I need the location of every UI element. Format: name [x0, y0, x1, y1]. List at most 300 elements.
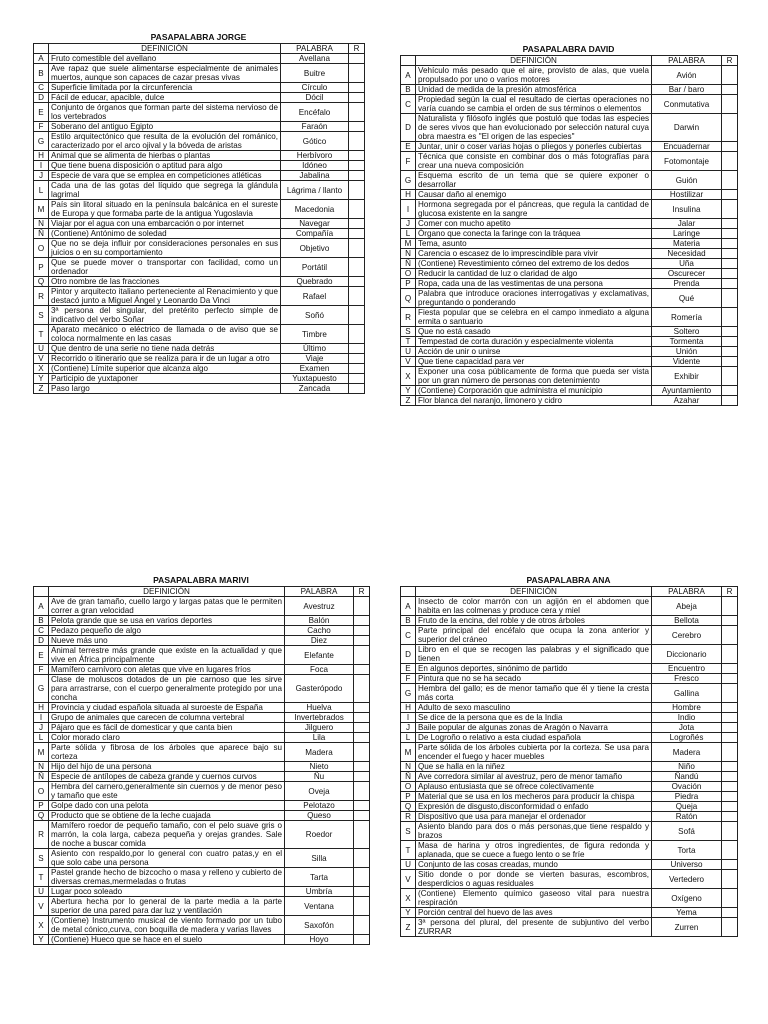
row-letter: M	[34, 743, 49, 762]
table-row	[401, 249, 738, 259]
row-answer-cell[interactable]	[354, 935, 370, 945]
table-row	[34, 811, 370, 821]
table-row	[34, 743, 370, 762]
table-row	[34, 181, 365, 200]
table-row	[34, 219, 365, 229]
row-answer-cell[interactable]	[722, 152, 738, 171]
row-definition: Animal terrestre más grande que existe en la actualidad y que vive en África principalmente	[49, 646, 285, 665]
row-answer-cell[interactable]	[349, 354, 365, 364]
row-answer-cell[interactable]	[722, 772, 738, 782]
row-definition: Otro nombre de las fracciones	[49, 277, 281, 287]
table-row	[34, 703, 370, 713]
table-row	[34, 325, 365, 344]
row-answer-cell[interactable]	[722, 723, 738, 733]
row-letter: E	[401, 142, 416, 152]
row-answer-cell[interactable]	[722, 357, 738, 367]
row-word: Navegar	[281, 219, 349, 229]
row-definition: Comer con mucho apetito	[416, 219, 652, 229]
row-answer-cell[interactable]	[722, 812, 738, 822]
table-row	[401, 841, 738, 860]
row-word: Foca	[285, 665, 354, 675]
row-definition: Ropa, cada una de las vestimentas de una persona	[416, 279, 652, 289]
row-answer-cell[interactable]	[722, 743, 738, 762]
row-word: Darwin	[652, 114, 722, 142]
row-answer-cell[interactable]	[722, 918, 738, 937]
row-word: Tormenta	[652, 337, 722, 347]
row-answer-cell[interactable]	[354, 868, 370, 887]
row-definition: Que se halla en la niñez	[416, 762, 652, 772]
row-letter: B	[401, 85, 416, 95]
row-definition: (Contiene) Antónimo de soledad	[49, 229, 281, 239]
row-word: Huelva	[285, 703, 354, 713]
row-definition: Que se puede mover o transportar con facilidad, como un ordenador	[49, 258, 281, 277]
row-definition: Pelota grande que se usa en varios deportes	[49, 616, 285, 626]
row-letter: O	[401, 782, 416, 792]
row-letter: A	[401, 597, 416, 616]
table-row	[401, 645, 738, 664]
row-answer-cell[interactable]	[349, 364, 365, 374]
row-definition: Clase de moluscos dotados de un pie carnoso que les sirve para arrastrarse, con el cuerpo generalmente protegido por una concha	[49, 675, 285, 703]
row-word: Ayuntamiento	[652, 386, 722, 396]
row-word: Queso	[285, 811, 354, 821]
table-row	[34, 723, 370, 733]
header-letter	[34, 44, 49, 54]
row-word: Oscurecer	[652, 269, 722, 279]
row-answer-cell[interactable]	[722, 200, 738, 219]
row-definition: Fruto comestible del avellano	[49, 54, 281, 64]
table-row	[401, 386, 738, 396]
row-letter: O	[401, 269, 416, 279]
row-answer-cell[interactable]	[354, 897, 370, 916]
row-answer-cell[interactable]	[354, 665, 370, 675]
row-letter: M	[401, 743, 416, 762]
row-letter: C	[401, 95, 416, 114]
row-answer-cell[interactable]	[722, 860, 738, 870]
row-word: Ovación	[652, 782, 722, 792]
row-word: Invertebrados	[285, 713, 354, 723]
row-answer-cell[interactable]	[722, 308, 738, 327]
row-letter: Y	[34, 374, 49, 384]
row-answer-cell[interactable]	[349, 93, 365, 103]
row-definition: Naturalista y filósofo inglés que postuló que todas las especies de seres vivos que han evolucionado por selección natural cuya obra maestra es "El origen de las especies"	[416, 114, 652, 142]
row-letter: N	[34, 219, 49, 229]
row-answer-cell[interactable]	[722, 703, 738, 713]
row-definition: Tempestad de corta duración y especialmente violenta	[416, 337, 652, 347]
row-answer-cell[interactable]	[354, 811, 370, 821]
row-word: Qué	[652, 289, 722, 308]
row-answer-cell[interactable]	[349, 287, 365, 306]
row-letter: Q	[401, 289, 416, 308]
row-letter: A	[34, 597, 49, 616]
row-word: Queja	[652, 802, 722, 812]
row-answer-cell[interactable]	[722, 626, 738, 645]
table-row	[401, 597, 738, 616]
row-answer-cell[interactable]	[722, 229, 738, 239]
row-definition: Insecto de color marrón con un agijón en el abdomen que habita en las colmenas y produce cera y miel	[416, 597, 652, 616]
table-row	[401, 327, 738, 337]
row-letter: C	[34, 626, 49, 636]
row-definition: Acción de unir o unirse	[416, 347, 652, 357]
header-word: PALABRA	[281, 44, 349, 54]
row-answer-cell[interactable]	[349, 325, 365, 344]
block-title: PASAPALABRA JORGE	[150, 32, 247, 42]
row-answer-cell[interactable]	[722, 95, 738, 114]
row-answer-cell[interactable]	[354, 743, 370, 762]
row-answer-cell[interactable]	[354, 733, 370, 743]
row-answer-cell[interactable]	[722, 792, 738, 802]
row-letter: Y	[401, 386, 416, 396]
row-answer-cell[interactable]	[722, 386, 738, 396]
row-letter: T	[401, 337, 416, 347]
table-row	[401, 239, 738, 249]
row-answer-cell[interactable]	[722, 597, 738, 616]
row-answer-cell[interactable]	[349, 219, 365, 229]
table-row	[34, 675, 370, 703]
row-word: Hoyo	[285, 935, 354, 945]
row-letter: Z	[34, 384, 49, 394]
row-letter: D	[34, 636, 49, 646]
row-answer-cell[interactable]	[722, 733, 738, 743]
row-definition: En algunos deportes, sinónimo de partido	[416, 664, 652, 674]
row-definition: (Contiene) Revestimiento córneo del extremo de los dedos	[416, 259, 652, 269]
header-r: R	[722, 587, 738, 597]
row-definition: Expresión de disgusto,disconformidad o enfado	[416, 802, 652, 812]
row-answer-cell[interactable]	[349, 64, 365, 83]
row-letter: T	[34, 868, 49, 887]
row-answer-cell[interactable]	[722, 327, 738, 337]
row-answer-cell[interactable]	[354, 723, 370, 733]
quiz-block-jorge	[33, 32, 364, 394]
table-row	[401, 713, 738, 723]
row-answer-cell[interactable]	[349, 122, 365, 132]
block-title: PASAPALABRA ANA	[526, 575, 611, 585]
row-answer-cell[interactable]	[722, 664, 738, 674]
row-letter: J	[401, 219, 416, 229]
row-answer-cell[interactable]	[722, 289, 738, 308]
table-row	[401, 870, 738, 889]
row-answer-cell[interactable]	[722, 684, 738, 703]
row-letter: R	[401, 308, 416, 327]
row-word: Último	[281, 344, 349, 354]
table-row	[401, 347, 738, 357]
row-word: Insulina	[652, 200, 722, 219]
table-row	[34, 151, 365, 161]
row-answer-cell[interactable]	[722, 616, 738, 626]
row-answer-cell[interactable]	[354, 616, 370, 626]
row-word: Exhibir	[652, 367, 722, 386]
table-row	[34, 665, 370, 675]
row-answer-cell[interactable]	[722, 870, 738, 889]
row-answer-cell[interactable]	[722, 822, 738, 841]
row-answer-cell[interactable]	[354, 675, 370, 703]
quiz-block-ana	[400, 575, 737, 937]
row-definition: Ave de gran tamaño, cuello largo y largas patas que le permiten correr a gran velocidad	[49, 597, 285, 616]
header-letter	[401, 587, 416, 597]
row-word: Logroñés	[652, 733, 722, 743]
row-answer-cell[interactable]	[722, 782, 738, 792]
row-definition: Paso largo	[49, 384, 281, 394]
row-answer-cell[interactable]	[722, 259, 738, 269]
table-row	[401, 152, 738, 171]
row-word: Silla	[285, 849, 354, 868]
row-letter: G	[401, 171, 416, 190]
row-answer-cell[interactable]	[354, 713, 370, 723]
table-row	[401, 308, 738, 327]
row-answer-cell[interactable]	[722, 762, 738, 772]
row-word: Roedor	[285, 821, 354, 849]
row-answer-cell[interactable]	[354, 801, 370, 811]
row-word: Hombre	[652, 703, 722, 713]
row-answer-cell[interactable]	[722, 239, 738, 249]
table-row	[401, 812, 738, 822]
row-answer-cell[interactable]	[722, 171, 738, 190]
row-letter: S	[34, 849, 49, 868]
table-row	[401, 219, 738, 229]
row-word: Unión	[652, 347, 722, 357]
table-row	[401, 396, 738, 406]
row-answer-cell[interactable]	[349, 344, 365, 354]
row-answer-cell[interactable]	[349, 239, 365, 258]
row-letter: G	[34, 132, 49, 151]
row-answer-cell[interactable]	[354, 887, 370, 897]
row-definition: Abertura hecha por lo general de la parte media a la parte superior de una pared para dar luz y ventilación	[49, 897, 285, 916]
table-row	[34, 374, 365, 384]
row-answer-cell[interactable]	[349, 103, 365, 122]
row-answer-cell[interactable]	[349, 258, 365, 277]
table-row	[401, 229, 738, 239]
row-definition: Ave corredora similar al avestruz, pero de menor tamaño	[416, 772, 652, 782]
row-definition: Hormona segregada por el páncreas, que regula la cantidad de glucosa existente en la sangre	[416, 200, 652, 219]
block-title: PASAPALABRA MARIVI	[153, 575, 249, 585]
row-letter: S	[34, 306, 49, 325]
row-definition: (Contiene) Corporación que administra el municipio	[416, 386, 652, 396]
row-word: Lágrima / llanto	[281, 181, 349, 200]
row-answer-cell[interactable]	[722, 889, 738, 908]
row-word: Jabalina	[281, 171, 349, 181]
row-letter: R	[401, 812, 416, 822]
header-r: R	[722, 56, 738, 66]
table-row	[34, 597, 370, 616]
table-row	[34, 306, 365, 325]
row-answer-cell[interactable]	[354, 703, 370, 713]
row-answer-cell[interactable]	[354, 849, 370, 868]
row-letter: P	[34, 258, 49, 277]
row-answer-cell[interactable]	[722, 85, 738, 95]
row-answer-cell[interactable]	[722, 674, 738, 684]
row-answer-cell[interactable]	[349, 306, 365, 325]
row-letter: J	[34, 723, 49, 733]
row-word: Zurren	[652, 918, 722, 937]
row-definition: Que tiene buena disposición o aptitud para algo	[49, 161, 281, 171]
row-letter: F	[34, 122, 49, 132]
row-letter: B	[34, 64, 49, 83]
table-row	[34, 83, 365, 93]
row-answer-cell[interactable]	[354, 636, 370, 646]
row-answer-cell[interactable]	[349, 151, 365, 161]
row-definition: Dispositivo que usa para manejar el ordenador	[416, 812, 652, 822]
row-word: Objetivo	[281, 239, 349, 258]
table-row	[34, 935, 370, 945]
row-letter: F	[401, 674, 416, 684]
row-word: Bellota	[652, 616, 722, 626]
row-answer-cell[interactable]	[722, 367, 738, 386]
row-answer-cell[interactable]	[349, 161, 365, 171]
row-definition: Sitio donde o por donde se vierten basuras, escombros, desperdicios o aguas residuales	[416, 870, 652, 889]
row-letter: X	[34, 916, 49, 935]
quiz-table	[33, 43, 365, 394]
table-header-row	[34, 587, 370, 597]
row-answer-cell[interactable]	[349, 171, 365, 181]
row-answer-cell[interactable]	[349, 277, 365, 287]
row-word: Conmutativa	[652, 95, 722, 114]
row-letter: I	[34, 713, 49, 723]
row-answer-cell[interactable]	[349, 54, 365, 64]
row-word: Diccionario	[652, 645, 722, 664]
row-letter: U	[34, 344, 49, 354]
row-answer-cell[interactable]	[354, 916, 370, 935]
row-answer-cell[interactable]	[722, 645, 738, 664]
row-letter: U	[401, 347, 416, 357]
row-answer-cell[interactable]	[722, 802, 738, 812]
row-definition: Carencia o escasez de lo imprescindible para vivir	[416, 249, 652, 259]
row-word: Guión	[652, 171, 722, 190]
table-row	[34, 287, 365, 306]
table-header-row	[401, 56, 738, 66]
row-definition: Palabra que introduce oraciones interrogativas y exclamativas, preguntando o ponderando	[416, 289, 652, 308]
row-word: Viaje	[281, 354, 349, 364]
row-definition: 3ª persona del plural, del presente de subjuntivo del verbo ZURRAR	[416, 918, 652, 937]
row-word: Gótico	[281, 132, 349, 151]
row-word: Soltero	[652, 327, 722, 337]
row-definition: Esquema escrito de un tema que se quiere exponer o desarrollar	[416, 171, 652, 190]
row-letter: E	[401, 664, 416, 674]
row-answer-cell[interactable]	[354, 597, 370, 616]
row-letter: F	[401, 152, 416, 171]
header-definition: DEFINICIÓN	[416, 587, 652, 597]
table-row	[401, 674, 738, 684]
row-definition: Conjunto de órganos que forman parte del sistema nervioso de los vertebrados	[49, 103, 281, 122]
row-word: Faraón	[281, 122, 349, 132]
row-definition: Que no está casado	[416, 327, 652, 337]
row-letter: E	[34, 646, 49, 665]
row-answer-cell[interactable]	[349, 200, 365, 219]
row-definition: Libro en el que se recogen las palabras y el significado que tienen	[416, 645, 652, 664]
table-row	[34, 277, 365, 287]
row-word: Macedonia	[281, 200, 349, 219]
table-row	[401, 908, 738, 918]
row-definition: Juntar, unir o coser varias hojas o pliegos y ponerles cubiertas	[416, 142, 652, 152]
row-word: Balón	[285, 616, 354, 626]
header-word: PALABRA	[285, 587, 354, 597]
row-answer-cell[interactable]	[354, 762, 370, 772]
row-letter: Ñ	[34, 229, 49, 239]
row-answer-cell[interactable]	[722, 142, 738, 152]
table-row	[401, 889, 738, 908]
row-answer-cell[interactable]	[349, 229, 365, 239]
table-row	[401, 289, 738, 308]
table-row	[34, 762, 370, 772]
quiz-block-marivi	[33, 575, 369, 945]
table-row	[401, 279, 738, 289]
row-answer-cell[interactable]	[722, 219, 738, 229]
row-answer-cell[interactable]	[722, 269, 738, 279]
row-answer-cell[interactable]	[349, 132, 365, 151]
table-row	[401, 190, 738, 200]
row-definition: Adulto de sexo masculino	[416, 703, 652, 713]
row-answer-cell[interactable]	[722, 249, 738, 259]
header-r: R	[349, 44, 365, 54]
row-word: Fresco	[652, 674, 722, 684]
row-letter: R	[34, 821, 49, 849]
row-definition: (Contiene) Límite superior que alcanza algo	[49, 364, 281, 374]
table-row	[401, 860, 738, 870]
row-answer-cell[interactable]	[349, 181, 365, 200]
table-row	[34, 897, 370, 916]
row-word: Torta	[652, 841, 722, 860]
row-definition: Causar daño al enemigo	[416, 190, 652, 200]
table-row	[401, 259, 738, 269]
row-answer-cell[interactable]	[349, 384, 365, 394]
row-answer-cell[interactable]	[722, 908, 738, 918]
row-answer-cell[interactable]	[722, 347, 738, 357]
row-letter: S	[401, 327, 416, 337]
row-answer-cell[interactable]	[722, 841, 738, 860]
row-answer-cell[interactable]	[722, 337, 738, 347]
row-word: Diez	[285, 636, 354, 646]
row-answer-cell[interactable]	[354, 782, 370, 801]
row-answer-cell[interactable]	[722, 279, 738, 289]
row-letter: H	[34, 703, 49, 713]
row-definition: Ave rapaz que suele alimentarse especialmente de animales muertos, aunque son capaces de cazar presas vivas	[49, 64, 281, 83]
row-answer-cell[interactable]	[349, 374, 365, 384]
row-word: Avellana	[281, 54, 349, 64]
row-definition: Baile popular de algunas zonas de Aragón o Navarra	[416, 723, 652, 733]
row-answer-cell[interactable]	[354, 772, 370, 782]
row-answer-cell[interactable]	[722, 713, 738, 723]
table-row	[34, 54, 365, 64]
row-answer-cell[interactable]	[349, 83, 365, 93]
row-word: Jota	[652, 723, 722, 733]
row-word: Gallina	[652, 684, 722, 703]
row-letter: Ñ	[401, 772, 416, 782]
table-row	[401, 792, 738, 802]
row-definition: Estilo arquitectónico que resulta de la evolución del románico, caracterizado por el arco ojival y la bóveda de aristas	[49, 132, 281, 151]
row-definition: (Contiene) Instrumento musical de viento formado por un tubo de metal cónico,curva, con boquilla de madera y varias llaves	[49, 916, 285, 935]
row-letter: V	[34, 354, 49, 364]
row-word: Ventana	[285, 897, 354, 916]
row-answer-cell[interactable]	[354, 626, 370, 636]
row-answer-cell[interactable]	[722, 396, 738, 406]
row-answer-cell[interactable]	[722, 114, 738, 142]
row-definition: Conjunto de las cosas creadas, mundo	[416, 860, 652, 870]
row-word: Piedra	[652, 792, 722, 802]
table-row	[401, 918, 738, 937]
row-definition: Aparato mecánico o eléctrico de llamada o de aviso que se coloca normalmente en las casas	[49, 325, 281, 344]
row-definition: Golpe dado con una pelota	[49, 801, 285, 811]
row-letter: I	[34, 161, 49, 171]
table-row	[34, 64, 365, 83]
table-row	[401, 723, 738, 733]
row-answer-cell[interactable]	[354, 821, 370, 849]
table-row	[401, 269, 738, 279]
table-row	[34, 616, 370, 626]
row-answer-cell[interactable]	[354, 646, 370, 665]
row-letter: D	[401, 114, 416, 142]
row-letter: V	[401, 870, 416, 889]
row-answer-cell[interactable]	[722, 190, 738, 200]
row-answer-cell[interactable]	[722, 66, 738, 85]
row-letter: L	[401, 229, 416, 239]
